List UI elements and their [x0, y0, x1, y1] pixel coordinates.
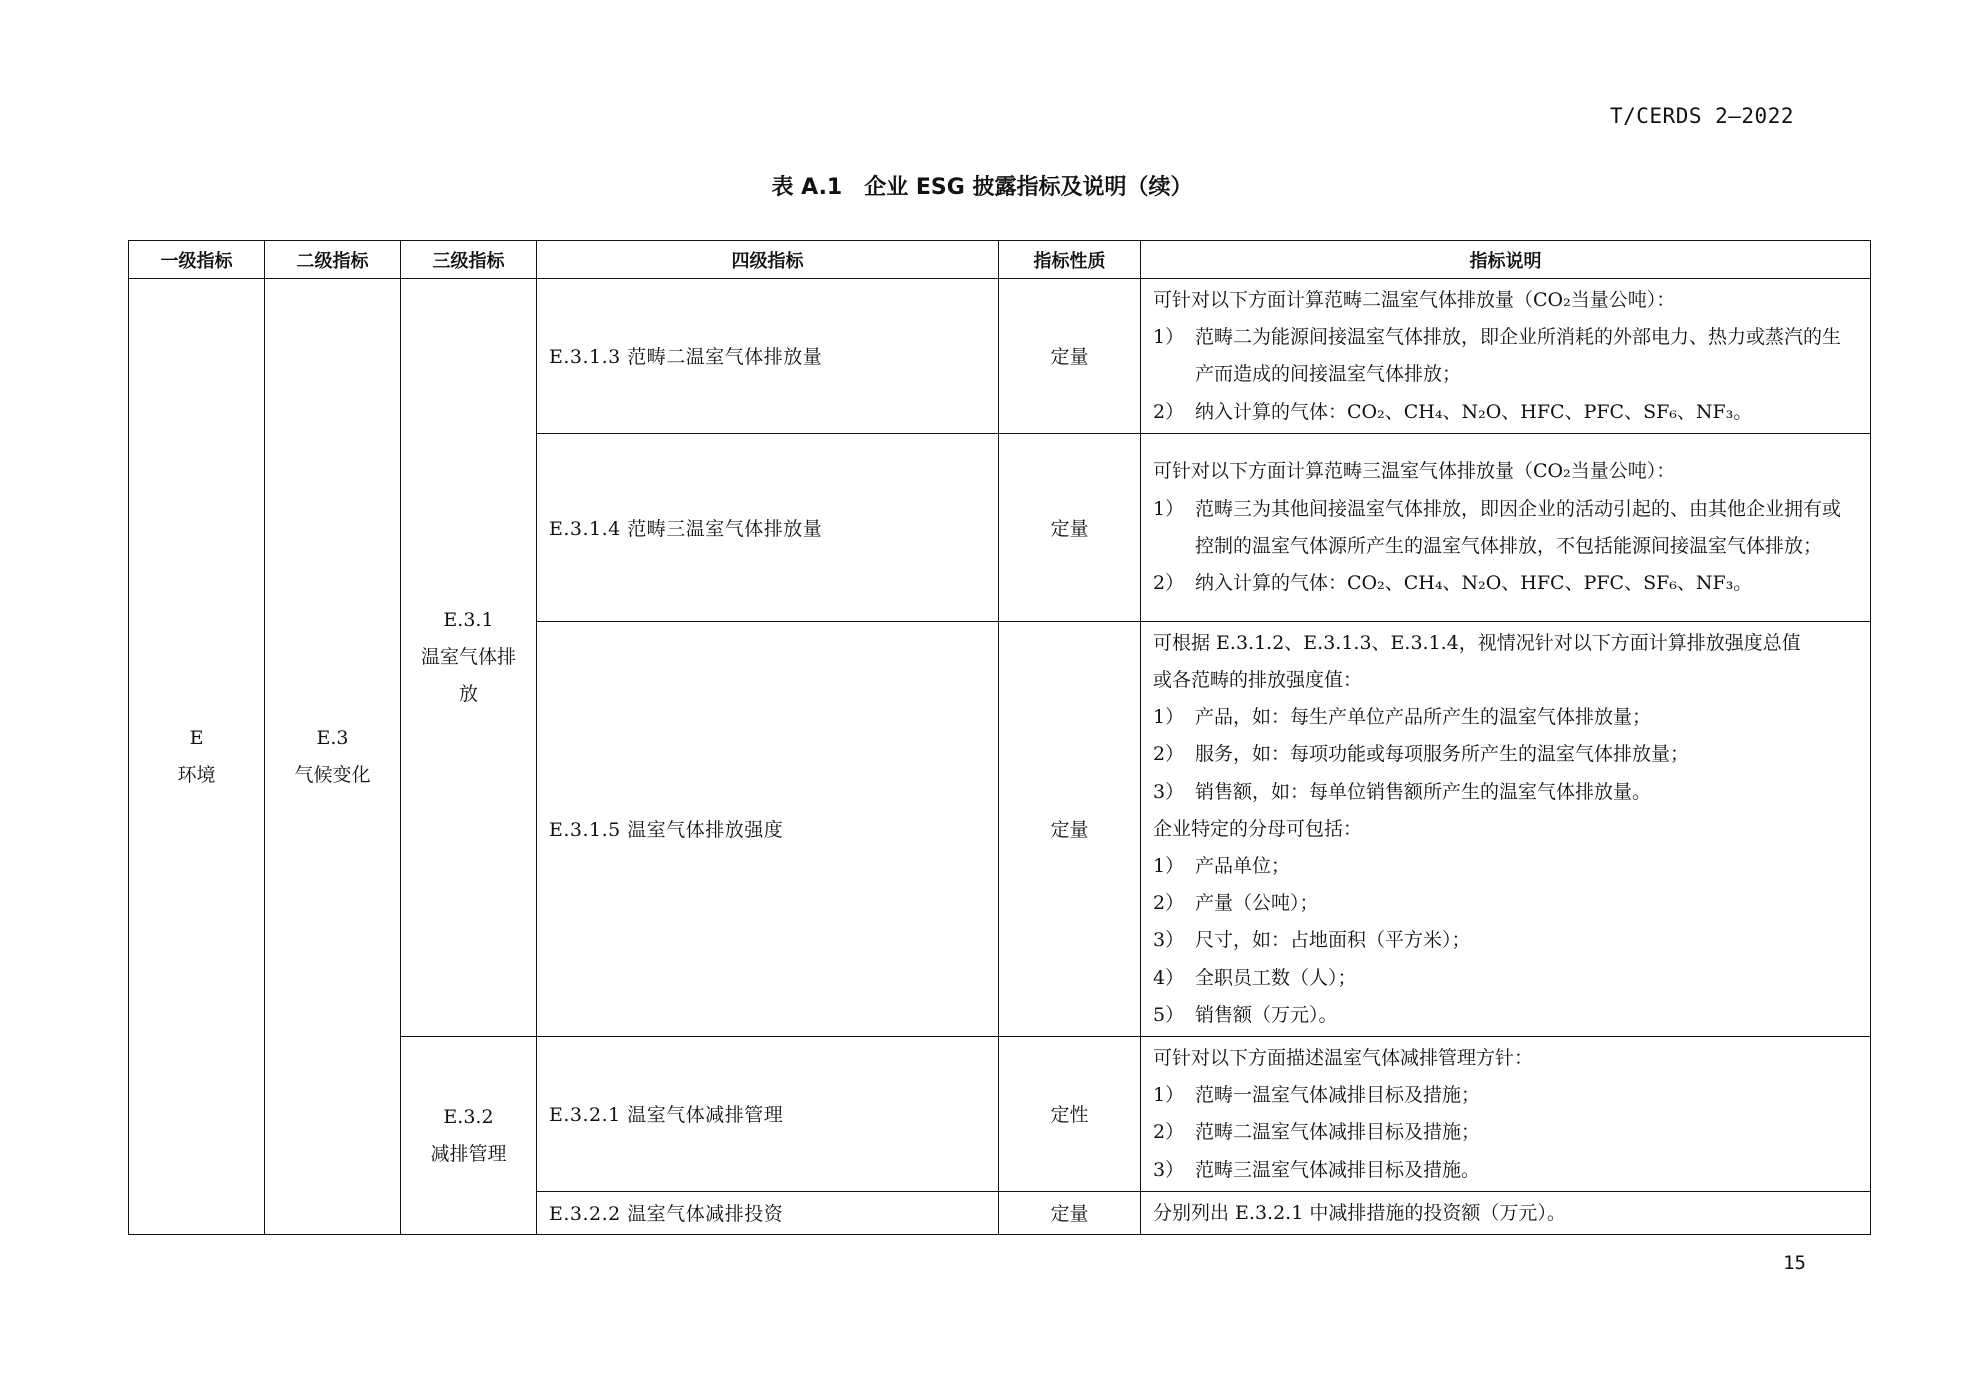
list-number: 1） — [1153, 326, 1185, 349]
indicator-nature: 定量 — [999, 279, 1141, 434]
list-item — [1153, 1152, 1858, 1189]
header-nature: 指标性质 — [999, 241, 1141, 279]
indicator-description — [1141, 433, 1871, 621]
indicator-nature: 定量 — [999, 433, 1141, 621]
list-text: 尺寸，如：占地面积（平方米）； — [1195, 929, 1471, 952]
level2-cell — [265, 279, 401, 1235]
level3-code: E.3.2 — [443, 1105, 494, 1128]
level4-indicator: E.3.1.5 温室气体排放强度 — [537, 621, 999, 1036]
list-text: 纳入计算的气体：CO₂、CH₄、N₂O、HFC、PFC、SF₆、NF₃。 — [1195, 572, 1753, 595]
level3-name-line1: 温室气体排 — [420, 646, 516, 669]
header-description: 指标说明 — [1141, 241, 1871, 279]
indicator-description — [1141, 621, 1871, 1036]
list-item — [1153, 848, 1858, 885]
list-text: 范畴一温室气体减排目标及措施； — [1195, 1084, 1481, 1107]
page-number: 15 — [1783, 1252, 1806, 1274]
list-item — [1153, 1077, 1858, 1114]
list-number: 3） — [1153, 1158, 1185, 1181]
indicator-description — [1141, 1037, 1871, 1192]
list-number: 2） — [1153, 572, 1185, 595]
list-item — [1153, 491, 1858, 565]
list-item — [1153, 699, 1858, 736]
list-text: 服务，如：每项功能或每项服务所产生的温室气体排放量； — [1195, 743, 1690, 766]
description-sub-intro: 企业特定的分母可包括： — [1153, 817, 1363, 840]
list-item — [1153, 960, 1858, 997]
list-number: 2） — [1153, 400, 1185, 423]
level3-name: 减排管理 — [430, 1142, 507, 1165]
description-intro: 可针对以下方面描述温室气体减排管理方针： — [1153, 1047, 1534, 1070]
header-level2: 二级指标 — [265, 241, 401, 279]
list-number: 1） — [1153, 706, 1185, 729]
description-intro: 可针对以下方面计算范畴三温室气体排放量（CO₂当量公吨）： — [1153, 460, 1676, 483]
list-number: 2） — [1153, 892, 1185, 915]
list-item — [1153, 885, 1858, 922]
level1-code: E — [189, 726, 204, 749]
list-number: 5） — [1153, 1003, 1185, 1026]
list-number: 1） — [1153, 1084, 1185, 1107]
list-item — [1153, 319, 1858, 393]
list-item — [1153, 997, 1858, 1034]
list-number: 4） — [1153, 966, 1185, 989]
level2-name: 气候变化 — [294, 763, 371, 786]
list-item — [1153, 922, 1858, 959]
indicator-nature: 定量 — [999, 621, 1141, 1036]
header-level1: 一级指标 — [129, 241, 265, 279]
indicator-nature: 定性 — [999, 1037, 1141, 1192]
header-level3: 三级指标 — [401, 241, 537, 279]
list-text: 产品单位； — [1195, 855, 1291, 878]
level3-code: E.3.1 — [443, 609, 494, 632]
level1-name: 环境 — [177, 763, 216, 786]
list-item — [1153, 394, 1858, 431]
document-code: T/CERDS 2—2022 — [1609, 104, 1794, 128]
list-text: 范畴三为其他间接温室气体排放，即因企业的活动引起的、由其他企业拥有或控制的温室气体源所产生的温室气体排放，不包括能源间接温室气体排放； — [1195, 497, 1842, 557]
level4-indicator: E.3.1.4 范畴三温室气体排放量 — [537, 433, 999, 621]
table-row — [129, 279, 1871, 434]
description-intro: 可针对以下方面计算范畴二温室气体排放量（CO₂当量公吨）： — [1153, 289, 1676, 311]
list-text: 销售额，如：每单位销售额所产生的温室气体排放量。 — [1195, 780, 1652, 803]
list-text: 销售额（万元）。 — [1195, 1003, 1338, 1026]
list-text: 全职员工数（人）； — [1195, 966, 1357, 989]
list-item — [1153, 774, 1858, 811]
list-text: 范畴三温室气体减排目标及措施。 — [1195, 1158, 1481, 1181]
level3-cell-e31 — [401, 279, 537, 1037]
list-text: 产品，如：每生产单位产品所产生的温室气体排放量； — [1195, 706, 1652, 729]
level2-code: E.3 — [316, 726, 349, 749]
level1-cell — [129, 279, 265, 1235]
list-number: 2） — [1153, 743, 1185, 766]
level4-indicator: E.3.2.2 温室气体减排投资 — [537, 1191, 999, 1234]
indicator-description — [1141, 279, 1871, 434]
header-level4: 四级指标 — [537, 241, 999, 279]
description-intro-line2: 或各范畴的排放强度值： — [1153, 669, 1363, 692]
description-intro-line1: 可根据 E.3.1.2、E.3.1.3、E.3.1.4，视情况针对以下方面计算排放强度总值 — [1153, 631, 1801, 654]
level4-indicator: E.3.2.1 温室气体减排管理 — [537, 1037, 999, 1192]
table-header-row — [129, 241, 1871, 279]
list-text: 产量（公吨）； — [1195, 892, 1319, 915]
list-number: 1） — [1153, 855, 1185, 878]
level4-indicator: E.3.1.3 范畴二温室气体排放量 — [537, 279, 999, 434]
indicator-nature: 定量 — [999, 1191, 1141, 1234]
table-title: 表 A.1 企业 ESG 披露指标及说明（续） — [771, 175, 1193, 200]
indicator-description — [1141, 1191, 1871, 1234]
list-item — [1153, 565, 1858, 602]
list-text: 范畴二温室气体减排目标及措施； — [1195, 1121, 1481, 1144]
list-number: 2） — [1153, 1121, 1185, 1144]
list-number: 3） — [1153, 929, 1185, 952]
list-item — [1153, 1114, 1858, 1151]
list-number: 1） — [1153, 497, 1185, 520]
level3-cell-e32 — [401, 1037, 537, 1235]
list-item — [1153, 736, 1858, 773]
list-text: 纳入计算的气体：CO₂、CH₄、N₂O、HFC、PFC、SF₆、NF₃。 — [1195, 400, 1753, 423]
level3-name-line2: 放 — [458, 683, 478, 706]
description-intro: 分别列出 E.3.2.1 中减排措施的投资额（万元）。 — [1153, 1201, 1566, 1224]
esg-indicator-table — [128, 240, 1871, 1235]
list-text: 范畴二为能源间接温室气体排放，即企业所消耗的外部电力、热力或蒸汽的生产而造成的间接温室气体排放； — [1195, 326, 1842, 386]
list-number: 3） — [1153, 780, 1185, 803]
